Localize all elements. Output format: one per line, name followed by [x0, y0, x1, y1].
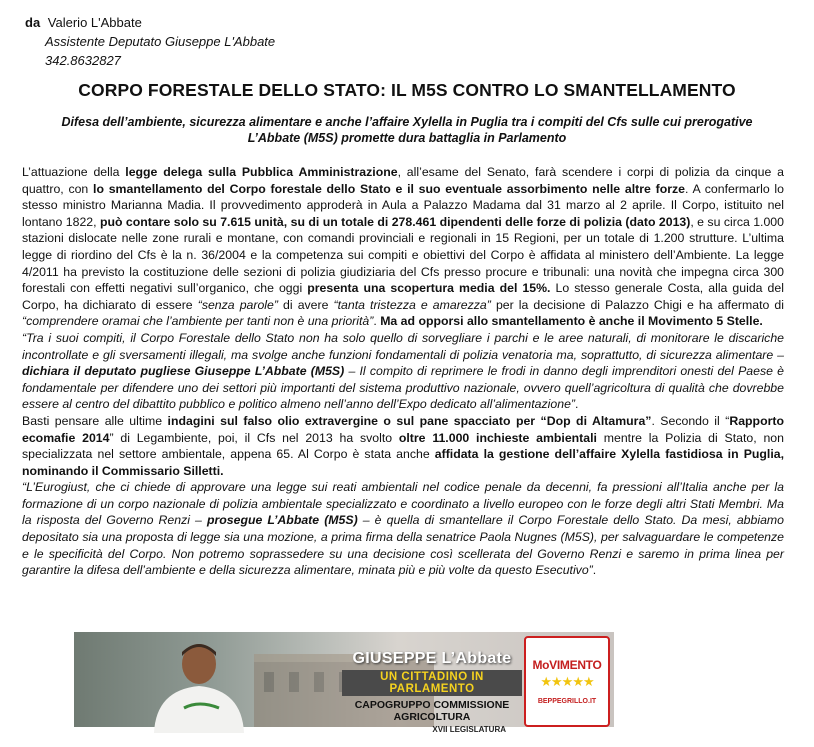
sender-name: Valerio L'Abbate [47, 15, 142, 30]
paragraph-1: L’attuazione della legge delega sulla Pubblica Amministrazione, all’esame del Senato, farà scendere i corpi di polizia da cinque a quattro, con lo smantellamento del Corpo forestale dello Stato e il suo eventuale assorbimento nelle altre forze. A confermarlo lo stesso ministro Marianna Madia. Il provvedimento approderà in Aula a Palazzo Madama dal 31 marzo al 2 aprile. Il Corpo, istituito nel lontano 1822, può contare solo su 7.615 unità, su di un totale di 278.461 dipendenti delle forze di polizia (dato 2013), e su circa 1.000 stazioni dislocate nelle zone rurali e montane, con comandi provinciali e regionali in 15 Regioni, per un totale di 1.200 strutture. L’ultima legge di riordino del Cfs è la n. 36/2004 e la competenza sui compiti e obiettivi del Corpo è affidata al ministero dell’Ambiente. La legge 4/2011 ha previsto la costituzione delle sezioni di polizia giudiziaria del Cfs presso procure e tribunali: una novità che impegna circa 300 forestali con effetti negativi sull’organico, che oggi presenta una scopertura media del 15%. Lo stesso generale Costa, alla guida del Corpo, ha dichiarato di essere “senza parole” di avere “tanta tristezza e amarezza” per la decisione di Palazzo Chigi e ha affermato di “comprendere oramai che l’ambiente per tanti non è una priorità”. Ma ad opporsi allo smantellamento è anche il Movimento 5 Stelle. [22, 165, 784, 329]
banner-name: GIUSEPPE L’Abbate [352, 650, 512, 667]
campaign-banner [74, 632, 614, 734]
article-body [22, 164, 784, 579]
paragraph-2: Basti pensare alle ultime indagini sul falso olio extravergine o sul pane spacciato per “Dop di Altamura”. Secondo il “Rapporto ecomafie 2014” di Legambiente, poi, il Cfs nel 2013 ha svolto oltre 11.000 inchieste ambientali mentre la Polizia di Stato, non specializzata nel settore ambientale, appena 65. Al Corpo è stata anche affidata la gestione dell’affaire Xylella fastidiosa in Puglia, nominando il Commissario Silletti. [22, 413, 785, 478]
banner-legislature: XVII LEGISLATURA [432, 725, 506, 734]
quote-2: “L’Eurogiust, che ci chiede di approvare una legge sui reati ambientali nel codice penale da decenni, fa pressioni all’Italia anche per la formazione di un corpo nazionale di polizia ambientale specializzato e coordinato a livello europeo con le forze degli altri Stati Membri. Ma la risposta del Governo Renzi – prosegue L’Abbate (M5S) – è quella di smantellare il Corpo Forestale dello Stato. Da mesi, abbiamo depositato sia una proposta di legge sia una mozione, a prima firma della senatrice Paola Nugnes (M5S), per salvaguardare le competenze e le specificità del Corpo. Non potremo soprassedere su una decisione così scellerata del Governo Renzi e saremo in prima linea per garantire la difesa dell’ambiente e della sicurezza alimentare, minata più e più volte da questo Esecutivo”. [22, 480, 784, 578]
from-label: da [25, 15, 41, 30]
movimento-logo [524, 636, 610, 727]
logo-site: BEPPEGRILLO.IT [537, 698, 597, 705]
press-title: CORPO FORESTALE DELLO STATO: IL M5S CONTRO LO SMANTELLAMENTO [78, 80, 736, 100]
banner-tagline: UN CITTADINO IN PARLAMENTO [342, 670, 522, 696]
press-subtitle: Difesa dell’ambiente, sicurezza alimentare e anche l’affaire Xylella in Puglia tra i compiti del Cfs sulle cui prerogative L’Abbate (M5S) promette dura battaglia in Parlamento [61, 115, 753, 145]
sender-header [25, 13, 275, 70]
logo-stars-icon: ★★★★★ [540, 674, 594, 689]
portrait-photo [144, 638, 254, 733]
sender-phone: 342.8632827 [45, 53, 121, 68]
sender-role: Assistente Deputato Giuseppe L'Abbate [45, 34, 276, 49]
quote-1: “Tra i suoi compiti, il Corpo Forestale dello Stato non ha solo quello di sorvegliare i parchi e le aree naturali, di monitorare le discariche incontrollate e gli sversamenti illegali, ma svolge anche funzioni fondamentali di polizia venatoria ma, soprattutto, di sicurezza alimentare – dichiara il deputato pugliese Giuseppe L’Abbate (M5S) – Il compito di reprimere le frodi in danno degli imprenditori onesti del Paese è fondamentale per difendere uno dei settori più importanti del sistema produttivo nazionale, ovvero quell’agricoltura di qualità che dovrebbe essere al centro del dibattito pubblico e politico almeno nell’anno dell’Expo dedicato all’alimentazione”. [22, 330, 784, 412]
banner-title [342, 650, 522, 734]
logo-text: MoVIMENTO [532, 658, 602, 672]
banner-role: CAPOGRUPPO COMMISSIONE AGRICOLTURA [354, 699, 510, 723]
